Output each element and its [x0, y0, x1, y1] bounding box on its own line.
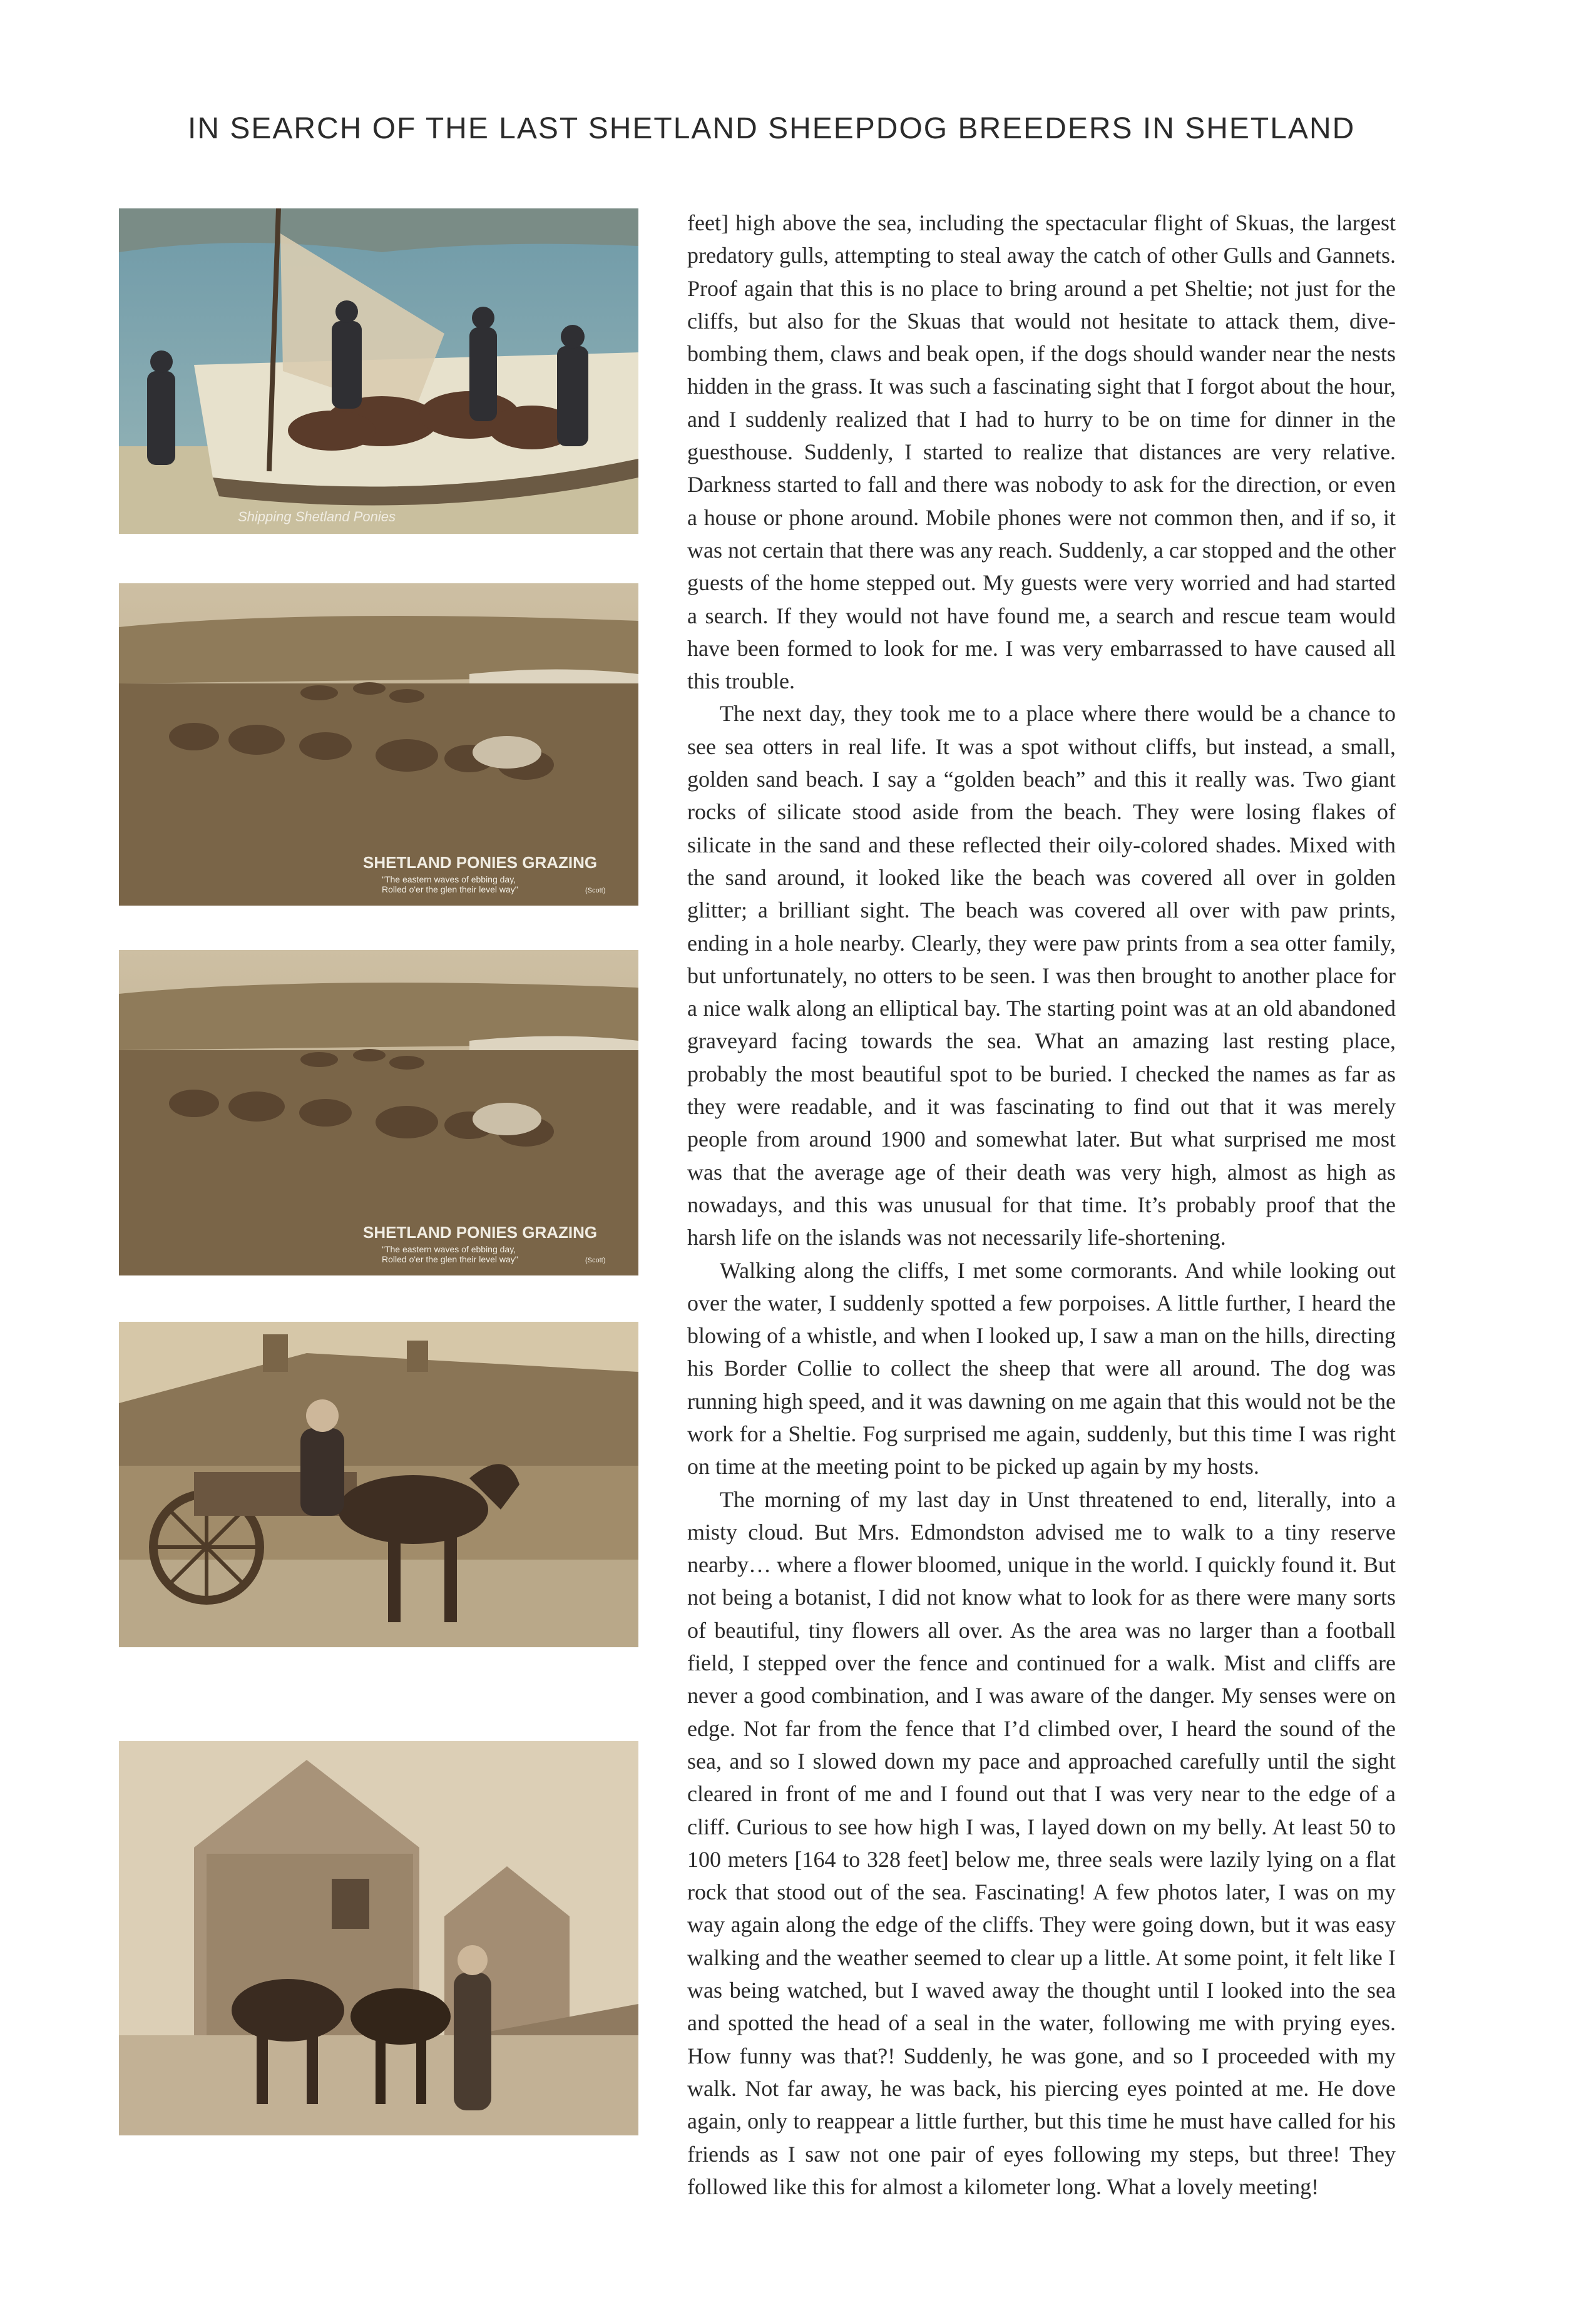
man-with-ponies-photo	[119, 1741, 638, 2135]
man-ponies-illustration	[119, 1741, 638, 2135]
grazing-caption-line2-1: Rolled o'er the glen their level way"	[382, 884, 518, 894]
boat-photo-caption: Shipping Shetland Ponies	[238, 509, 396, 524]
body-paragraph: The next day, they took me to a place where there would be a chance to see sea otters in real life. It was a spot without cliffs, but instead, a small, golden sand beach. I say a “golden beach” and this it really was. Two giant rocks of silicate stood aside from the beach. They were losing flakes of silicate in the sand and these reflected their oily-colored shades. Mixed with the sand around, it looked like the beach was covered all over in golden glitter; a brilliant sight. The beach was covered all over with paw prints, ending in a hole nearby. Clearly, they were paw prints from a sea otter family, but unfortunately, no otters to be seen. I was then brought to another place for a nice walk along an elliptical bay. The starting point was at an old abandoned graveyard facing towards the sea. What an amazing last resting place, probably the most beautiful spot to be buried. I checked the names as far as they were readable, and it was fascinating to find out that it was merely people from around 1900 and somewhat later. But what surprised me most was that the average age of their death was very high, almost as high as nowadays, and this was unusual for that time. It’s probably proof that the harsh life on the islands was not necessarily life-shortening.	[687, 701, 1396, 1250]
pony-cart-illustration	[119, 1322, 638, 1647]
grazing-caption-title-1: SHETLAND PONIES GRAZING	[363, 853, 598, 872]
boat-ponies-illustration	[119, 208, 638, 534]
pony-cart-photo	[119, 1322, 638, 1647]
grazing-caption-line1-2: "The eastern waves of ebbing day,	[382, 1244, 516, 1254]
ponies-grazing-photo-1	[119, 583, 638, 906]
body-paragraph: Walking along the cliffs, I met some cormorants. And while looking out over the water, I suddenly spotted a few porpoises. A little further, I heard the blowing of a whistle, and when I looked up, I saw a man on the hills, directing his Border Collie to collect the sheep that were all around. The dog was running high speed, and it was dawning on me again that this would not be the work for a Sheltie. Fog surprised me again, suddenly, but this time I was right on time at the meeting point to be picked up again by my hosts.	[687, 1257, 1396, 1480]
grazing-caption-line2-2: Rolled o'er the glen their level way"	[382, 1254, 518, 1264]
ponies-grazing-photo-2	[119, 950, 638, 1275]
body-paragraph: feet] high above the sea, including the spectacular flight of Skuas, the largest predatory gulls, attempting to steal away the catch of other Gulls and Gannets. Proof again that this is no place to bring around a pet Sheltie; not just for the cliffs, but also for the Skuas that would not hesitate to attack them, dive-bombing them, claws and beak open, if the dogs should wander near the nests hidden in the grass. It was such a fascinating sight that I forgot about the hour, and I suddenly realized that I had to hurry to be on time for dinner in the guesthouse. Suddenly, I started to realize that distances are very relative. Darkness started to fall and there was nobody to ask for the direction, or even a house or phone around. Mobile phones were not common then, and if so, it was not certain that there was any reach. Suddenly, a car stopped and the other guests of the home stepped out. My guests were very worried and had started a search. If they would not have found me, a search and rescue team would have been formed to look for me. I was very embarrassed to have caused all this trouble.	[687, 210, 1396, 694]
grazing-caption-credit-1: (Scott)	[585, 887, 606, 894]
ponies-grazing-illustration-2	[119, 950, 638, 1275]
grazing-caption-line1-1: "The eastern waves of ebbing day,	[382, 874, 516, 884]
ponies-grazing-illustration-1	[119, 583, 638, 906]
grazing-caption-title-2: SHETLAND PONIES GRAZING	[363, 1223, 598, 1242]
body-paragraph: The morning of my last day in Unst threatened to end, literally, into a misty cloud. But Mrs. Edmondston advised me to walk to a tiny reserve nearby… where a flower bloomed, unique in the world. I quickly found it. But not being a botanist, I did not know what to look for as there were many sorts of beautiful, tiny flowers all over. As the area was no larger than a football field, I stepped over the fence and continued for a walk. Mist and cliffs are never a good combination, and I was aware of the danger. My senses were on edge. Not far from the fence that I’d climbed over, I heard the sound of the sea, and so I slowed down my pace and approached carefully until the sight cleared in front of me and I found out that I was very near to the edge of a cliff. Curious to see how high I was, I layed down on my belly. At least 50 to 100 meters [164 to 328 feet] below me, three seals were lazily lying on a flat rock that stood out of the sea. Fascinating! A few photos later, I was on my way again along the edge of the cliffs. They were going down, but it was easy walking and the weather seemed to clear up a little. At some point, it felt like I was being watched, but I waved away the thought until I looked into the sea and spotted the head of a seal in the water, following me with prying eyes. How funny was that?! Suddenly, he was gone, and so I proceeded with my walk. Not far away, he was back, his piercing eyes pointed at me. He dove again, only to reappear a little further, but this time he must have called for his friends as I saw not one pair of eyes following my steps, but three! They followed like this for almost a kilometer long. What a lovely meeting!	[687, 1486, 1396, 2199]
running-header: IN SEARCH OF THE LAST SHETLAND SHEEPDOG BREEDERS IN SHETLAND	[188, 112, 1356, 145]
boat-ponies-photo	[119, 208, 638, 534]
article-body	[687, 207, 1396, 2203]
grazing-caption-credit-2: (Scott)	[585, 1257, 606, 1264]
